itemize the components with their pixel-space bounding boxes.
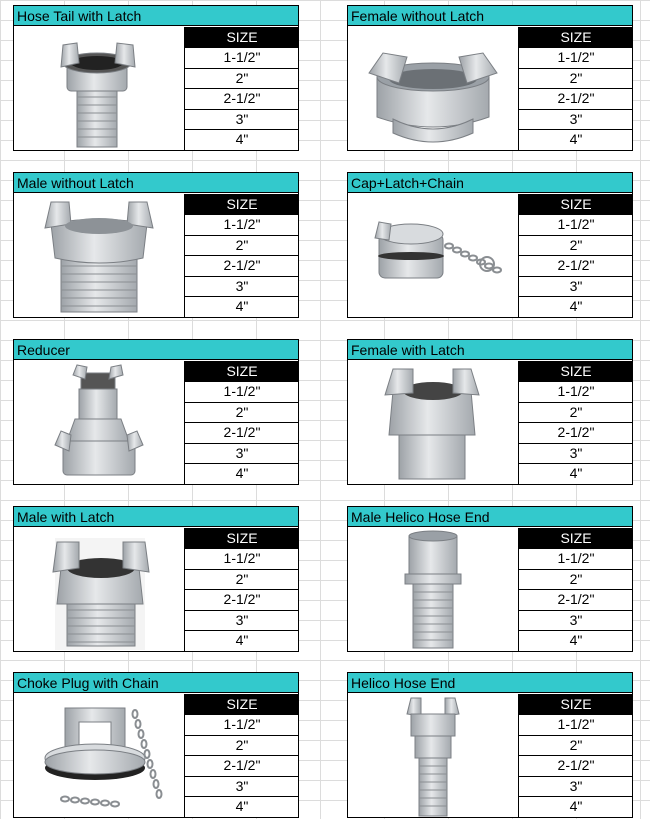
size-cell: 4" bbox=[519, 796, 633, 817]
size-cell: 1-1/2" bbox=[519, 47, 633, 68]
product-name: Female with Latch bbox=[348, 340, 632, 360]
cap-chain-icon bbox=[349, 194, 517, 317]
size-table bbox=[184, 361, 299, 484]
size-cell: 4" bbox=[185, 296, 299, 317]
product-name: Choke Plug with Chain bbox=[14, 673, 298, 693]
size-cell: 3" bbox=[519, 443, 633, 464]
product-name: Reducer bbox=[14, 340, 298, 360]
size-cell: 3" bbox=[185, 109, 299, 130]
size-cell: 4" bbox=[519, 296, 633, 317]
size-cell: 3" bbox=[519, 610, 633, 631]
size-cell: 3" bbox=[185, 276, 299, 297]
size-cell: 2" bbox=[185, 235, 299, 256]
size-cell: 2-1/2" bbox=[519, 88, 633, 109]
product-card bbox=[347, 172, 633, 318]
male-latch-icon bbox=[15, 528, 183, 651]
size-table bbox=[518, 194, 633, 317]
size-header: SIZE bbox=[185, 27, 299, 47]
reducer-icon bbox=[15, 361, 183, 484]
size-cell: 1-1/2" bbox=[185, 214, 299, 235]
size-cell: 1-1/2" bbox=[519, 548, 633, 569]
size-header: SIZE bbox=[519, 194, 633, 214]
size-header: SIZE bbox=[519, 528, 633, 548]
size-cell: 1-1/2" bbox=[185, 714, 299, 735]
size-cell: 1-1/2" bbox=[185, 381, 299, 402]
product-name: Male with Latch bbox=[14, 507, 298, 527]
size-cell: 3" bbox=[519, 109, 633, 130]
size-cell: 4" bbox=[185, 129, 299, 150]
size-header: SIZE bbox=[185, 694, 299, 714]
product-name: Helico Hose End bbox=[348, 673, 632, 693]
hose-tail-latch-icon bbox=[15, 27, 183, 150]
size-cell: 3" bbox=[519, 776, 633, 797]
size-table bbox=[518, 27, 633, 150]
size-cell: 2" bbox=[519, 735, 633, 756]
size-cell: 2-1/2" bbox=[519, 755, 633, 776]
size-cell: 2-1/2" bbox=[185, 422, 299, 443]
size-cell: 4" bbox=[519, 630, 633, 651]
size-cell: 2" bbox=[519, 569, 633, 590]
size-cell: 4" bbox=[185, 796, 299, 817]
size-cell: 1-1/2" bbox=[185, 548, 299, 569]
size-cell: 2-1/2" bbox=[185, 589, 299, 610]
size-cell: 2-1/2" bbox=[185, 255, 299, 276]
size-cell: 3" bbox=[185, 776, 299, 797]
size-header: SIZE bbox=[519, 361, 633, 381]
male-helico-icon bbox=[349, 528, 517, 651]
size-header: SIZE bbox=[519, 27, 633, 47]
female-latch-icon bbox=[349, 361, 517, 484]
size-table bbox=[184, 194, 299, 317]
product-card bbox=[13, 672, 299, 818]
size-table bbox=[518, 528, 633, 651]
size-cell: 2" bbox=[519, 235, 633, 256]
size-cell: 3" bbox=[185, 610, 299, 631]
size-header: SIZE bbox=[519, 694, 633, 714]
size-cell: 4" bbox=[185, 463, 299, 484]
product-card bbox=[347, 506, 633, 652]
size-header: SIZE bbox=[185, 194, 299, 214]
size-cell: 1-1/2" bbox=[185, 47, 299, 68]
size-cell: 1-1/2" bbox=[519, 381, 633, 402]
product-name: Cap+Latch+Chain bbox=[348, 173, 632, 193]
size-cell: 4" bbox=[185, 630, 299, 651]
product-name: Male Helico Hose End bbox=[348, 507, 632, 527]
size-cell: 4" bbox=[519, 129, 633, 150]
product-card bbox=[13, 506, 299, 652]
size-cell: 2" bbox=[185, 68, 299, 89]
size-table bbox=[184, 694, 299, 817]
size-cell: 1-1/2" bbox=[519, 214, 633, 235]
size-cell: 2" bbox=[185, 402, 299, 423]
helico-hose-end-icon bbox=[349, 694, 517, 817]
size-cell: 2-1/2" bbox=[519, 255, 633, 276]
size-cell: 2" bbox=[185, 569, 299, 590]
size-header: SIZE bbox=[185, 528, 299, 548]
product-card bbox=[347, 5, 633, 151]
size-cell: 2-1/2" bbox=[185, 755, 299, 776]
size-cell: 2" bbox=[519, 402, 633, 423]
size-cell: 2-1/2" bbox=[185, 88, 299, 109]
product-card bbox=[347, 339, 633, 485]
size-cell: 2-1/2" bbox=[519, 422, 633, 443]
size-table bbox=[518, 694, 633, 817]
choke-plug-icon bbox=[15, 694, 183, 817]
male-no-latch-icon bbox=[15, 194, 183, 317]
product-name: Female without Latch bbox=[348, 6, 632, 26]
female-no-latch-icon bbox=[349, 27, 517, 150]
product-name: Male without Latch bbox=[14, 173, 298, 193]
size-cell: 4" bbox=[519, 463, 633, 484]
size-cell: 2" bbox=[519, 68, 633, 89]
size-cell: 1-1/2" bbox=[519, 714, 633, 735]
size-cell: 3" bbox=[519, 276, 633, 297]
size-table bbox=[184, 27, 299, 150]
product-card bbox=[347, 672, 633, 818]
product-card bbox=[13, 339, 299, 485]
size-header: SIZE bbox=[185, 361, 299, 381]
size-cell: 2-1/2" bbox=[519, 589, 633, 610]
size-cell: 3" bbox=[185, 443, 299, 464]
product-card bbox=[13, 5, 299, 151]
product-card bbox=[13, 172, 299, 318]
size-table bbox=[518, 361, 633, 484]
size-cell: 2" bbox=[185, 735, 299, 756]
size-table bbox=[184, 528, 299, 651]
product-name: Hose Tail with Latch bbox=[14, 6, 298, 26]
